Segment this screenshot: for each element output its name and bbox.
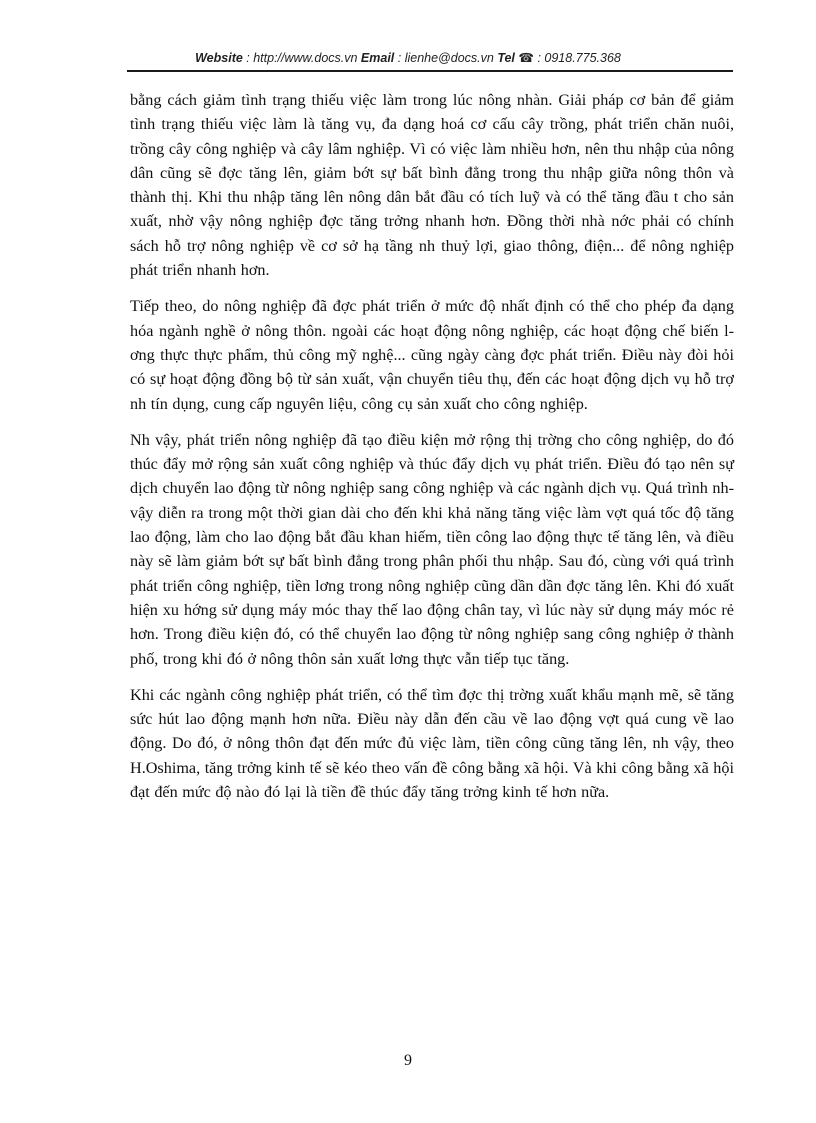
email-address[interactable]: : lienhe@docs.vn	[394, 51, 498, 65]
website-url[interactable]: : http://www.docs.vn	[242, 51, 361, 65]
tel-label: Tel	[497, 51, 515, 65]
document-body	[130, 88, 734, 816]
paragraph-1: bằng cách giảm tình trạng thiếu việc làm trong lúc nông nhàn. Giải pháp cơ bản để giảm tình trạng thiếu việc làm là tăng vụ, đa dạng hoá cơ cấu cây trồng, phát triển chăn nuôi, trồng cây công nghiệp và cây lâm nghiệp. Vì có việc làm nhiều hơn, nên thu nhập của nông dân cũng sẽ đợc tăng lên, giảm bớt sự bất bình đẳng trong thu nhập giữa nông thôn và thành thị. Khi thu nhập tăng lên nông dân bắt đầu có tích luỹ và có thể tăng đầu t cho sản xuất, nhờ vậy nông nghiệp đợc tăng trởng nhanh hơn. Đồng thời nhà nớc phải có chính sách hỗ trợ nông nghiệp về cơ sở hạ tầng nh thuỷ lợi, giao thông, điện... để nông nghiệp phát triển nhanh hơn.	[130, 91, 734, 280]
phone-icon: ☎	[518, 51, 534, 65]
website-label: Website	[195, 51, 243, 65]
page-number: 9	[404, 1052, 412, 1069]
paragraph-2: Tiếp theo, do nông nghiệp đã đợc phát triển ở mức độ nhất định có thể cho phép đa dạng hóa ngành nghề ở nông thôn. ngoài các hoạt động nông nghiệp, các hoạt động chế biến lơng thực thực phẩm, thủ công mỹ nghệ... cũng ngày càng đợc phát triển. Điều này đòi hỏi có sự hoạt động đồng bộ từ sản xuất, vận chuyển tiêu thụ, đến các hoạt động dịch vụ hỗ trợ nh tín dụng, cung cấp nguyên liệu, công cụ sản xuất cho công nghiệp.	[130, 297, 734, 413]
tel-number: : 0918.775.368	[533, 51, 621, 65]
paragraph-4: Khi các ngành công nghiệp phát triển, có thể tìm đợc thị trờng xuất khẩu mạnh mẽ, sẽ tăng sức hút lao động mạnh hơn nữa. Điều này dẫn đến cầu về lao động vợt quá cung về lao động. Do đó, ở nông thôn đạt đến mức đủ việc làm, tiền công cũng tăng lên, nh vậy, theo H.Oshima, tăng trởng kinh tế sẽ kéo theo vấn đề công bằng xã hội. Và khi công bằng xã hội đạt đến mức độ nào đó lại là tiền đề thúc đẩy tăng trởng kinh tế hơn nữa.	[130, 685, 734, 802]
page-header	[0, 50, 816, 65]
paragraph-3: Nh vậy, phát triển nông nghiệp đã tạo điều kiện mở rộng thị trờng cho công nghiệp, do đó thúc đẩy mở rộng sản xuất công nghiệp và thúc đẩy dịch vụ phát triển. Điều đó tạo nên sự dịch chuyển lao động từ nông nghiệp sang công nghiệp và các ngành dịch vụ. Quá trình nh vậy diễn ra trong một thời gian dài cho đến khi khả năng tăng việc làm vợt quá tốc độ tăng lao động, làm cho lao động bắt đầu khan hiếm, tiền công lao động thực tế tăng lên, và điều này sẽ làm giảm bớt sự bất bình đẳng trong phân phối thu nhập. Sau đó, cùng với quá trình phát triển công nghiệp, tiền lơng trong nông nghiệp cũng dần dần đợc tăng lên. Khi đó xuất hiện xu hớng sử dụng máy móc thay thế lao động chân tay, vì lúc này sử dụng máy móc rẻ hơn. Trong điều kiện đó, có thể chuyển lao động từ nông nghiệp sang công nghiệp ở thành phố, trong khi đó ở nông thôn sản xuất lơng thực vẫn tiếp tục tăng.	[130, 430, 734, 668]
email-label: Email	[360, 51, 395, 65]
header-divider	[127, 70, 733, 72]
